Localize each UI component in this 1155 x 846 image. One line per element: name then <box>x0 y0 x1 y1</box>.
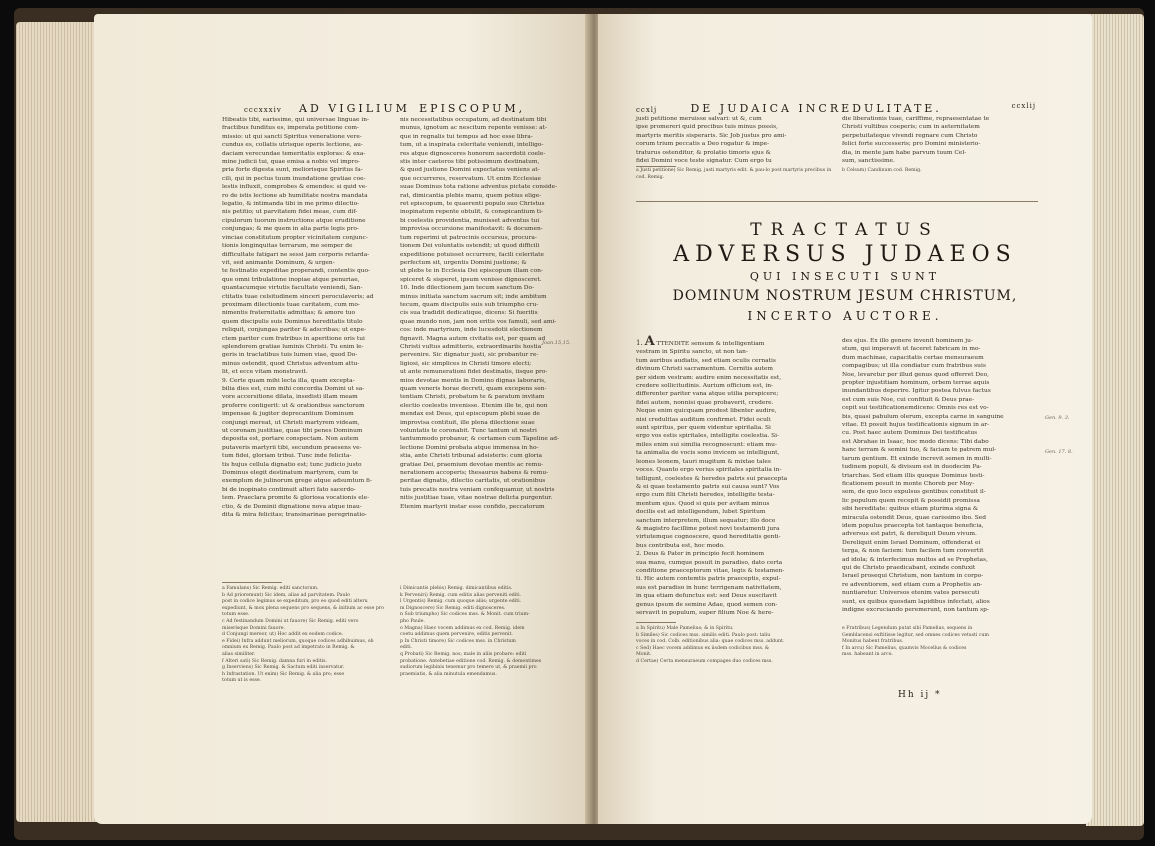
footnote-line: praemiatis, & alia minutula emendamus. <box>400 671 497 677</box>
text-line: ctio, & de Dominii dignatione nova atque inau- <box>222 503 362 510</box>
footnote-line: i Dimicantis plebis) Remig. dimicantibus editis. <box>400 586 513 591</box>
footnote-line: e Fratribus) Legendum putat sibi Pamelius, sequens in <box>842 626 973 631</box>
text-line: quem discipulis suis Dominus hereditatis titulo <box>222 318 363 325</box>
text-line: te festinatio expeditae properandi, contentis quo- <box>222 268 371 275</box>
text-line: re adventiorem, sed etiam cum a Prophetis an- <box>842 581 983 588</box>
text-line: nis necessitatibus occupatum, ad destinatum tibi <box>400 117 547 123</box>
text-line: electio coelestis invenisse. Etenim ille te, qui non <box>400 402 548 409</box>
text-line: ficationem posuit in monte Choreb per Moy- <box>842 480 975 487</box>
text-line: cundus es, collatis utrisque operis lectione, au- <box>222 142 363 149</box>
text-line: & quod justione Domini expectatus veniens at- <box>400 167 540 174</box>
text-line: deposita est, portare conspectam. Non autem <box>222 436 359 443</box>
right-body-fn-rule <box>636 622 676 623</box>
text-line: conditione praeceptorum vitae, legis & testamen- <box>636 567 785 574</box>
text-line: 10. Inde dilectionem jam tecum sanctum Do- <box>400 285 535 292</box>
text-line: tuis precatis nostra veniam confequamur, ut nostris <box>400 486 555 493</box>
text-line: bus contributa est, hoc modo. <box>636 542 725 549</box>
text-line: miracula ostendit Deus, quae carissimo ibo. Sed <box>842 514 987 521</box>
text-line: munus, ignotum ac nescitum repente venisse: at- <box>400 125 547 132</box>
footnote-line: editi. <box>400 645 413 651</box>
text-line: tudinem populi, & divisum est in duodecim Pa- <box>842 464 982 471</box>
text-line: sus est paradiso in hunc terrigenam nativitatem, <box>636 584 782 591</box>
text-line: nerationem accoperis; thesaurus habens & remu- <box>400 470 549 477</box>
left-column-1 <box>222 116 390 520</box>
text-line: que omni tribulatione inopiae atque penuriae, <box>222 276 360 283</box>
text-line: rat, dimicantia plebis manu, quem potius elige- <box>400 192 542 199</box>
text-line: martyris meritis sisperaris. Sic Job justus pro ami- <box>636 132 787 139</box>
text-line: tem. Praeclara promite & gloriosa vocationis ele- <box>222 495 370 502</box>
text-line: conjungas; & me quem in alia parte legis pro- <box>222 226 359 233</box>
right-page-number: ccxlij <box>1011 102 1036 110</box>
text-line: servavit in populum, super filium Noe & here- <box>636 610 774 616</box>
margin-ref-joan: Joan.15,15. <box>542 340 571 346</box>
text-line: des ejus. Ex illo genere invenit hominem ju- <box>842 338 973 344</box>
text-line: spiceret & sisperet, ipsum venisse dignosceret. <box>400 276 542 283</box>
right-page <box>598 14 1092 824</box>
text-line: mine judicii tui, quae emisa a nobis vel impro- <box>222 159 360 166</box>
text-line: virtutemque cognoscere, quod hereditatis genti- <box>636 534 781 541</box>
right-top-footnote-2: b Celsum) Candinum cod. Remig. <box>842 168 922 173</box>
text-line: divinum Christi sacramentum. Cernitis autem <box>636 366 773 373</box>
footnote-line: a Famulans) Sic Remig. editi sanctorum. <box>222 586 319 591</box>
text-line: cepit sui testificationemdicens: Omnis res est vo- <box>842 405 989 412</box>
text-line: fractibus funditus es, imperata petitione com- <box>222 125 359 132</box>
text-line: lit, et ecce vitam monstravit. <box>222 369 308 376</box>
text-line: leones leonem, tauri mugitum & mixtae tales <box>636 458 771 465</box>
text-line: ctem pariter cum fratribus in aperitione oris tui <box>222 335 365 342</box>
left-page-edges <box>16 22 106 822</box>
text-line: pervenire. Sic dignatur justi, sic probantur re- <box>400 352 539 359</box>
left-head-title-a: AD VIGILIUM <box>299 102 410 115</box>
left-footnote-rule <box>222 582 282 583</box>
footnote-line: voces in cod. Colb. editionibus alia: quae codices mss. addunt. <box>636 639 785 645</box>
margin-ref-gen-17: Gen. 17. 8. <box>1045 449 1073 455</box>
text-line: sua manu, cumque posuit in paradiso, dato certa <box>636 559 783 566</box>
text-line: Dereliquit enim Israel Dominum, offenderat ei <box>842 539 981 546</box>
text-line: ut ante remunerationi fidei destinatis, iisque pro- <box>400 369 548 376</box>
text-line: lectione Domini probata atque immensa in ho- <box>400 444 539 451</box>
text-line: justi petitione meruisse salvari: ut &, cum <box>636 116 762 122</box>
text-line: dia, in mente jam habe parvum tuum Cel- <box>842 149 967 156</box>
footnote-line: totum ut is esse. <box>222 678 262 684</box>
text-line: geris in tractatibus tuis lumen viae, quod Do- <box>222 352 358 359</box>
text-line: genus ipsum de semine Adae, quod semen con- <box>636 601 778 608</box>
left-head-title-b: EPISCOPUM, <box>419 102 526 115</box>
text-line: ad idola; & interfecimus multos ad se Prophetas, <box>842 556 988 563</box>
text-line: vit, sed animante Dominum, & urgen- <box>222 259 335 266</box>
footnote-line: miserisque Domini fauore. <box>222 625 285 631</box>
text-line: TTENDITE sensum & intelligentiam <box>656 341 765 347</box>
text-line: idem populus praecepta tot tantaque beneficia, <box>842 522 984 529</box>
footnote-line: k Perveniri) Remig. cum editis alias perveniti editi. <box>400 592 522 598</box>
text-line: indigne excruciando peremerunt, non tantum sp- <box>842 607 989 613</box>
text-line: nitis justitiae tuae, vitae nostrae delicta purgentur. <box>400 495 553 502</box>
footnote-line: q Probati) Sic Remig. nos; male in aliis probare: editi <box>400 651 527 657</box>
text-line: sunt, ex quibus quosdam lapidibus infectati, alios <box>842 598 990 605</box>
text-line: propter injustitiam hominum, orbem terrae aquis <box>842 380 990 387</box>
text-line: gratiae Dei, praemium devotae mentis ac remu- <box>400 461 544 468</box>
footnote-line: n Sub triumpho) Sic codices mss. & Monit. cum trium- <box>400 612 530 618</box>
text-line: dum machinae, capacitatis certae mensuraeum <box>842 354 984 361</box>
footnote-line: expediunt, & mox plena sequens pro sequens, & initium ac esse pro <box>222 605 384 611</box>
text-line: stum, qui imperavit ut faceret fabricam in mo- <box>842 346 981 353</box>
text-line: cipulorum tuorum instructione atque eruditione <box>222 217 366 224</box>
text-line: impensae & jugiter deprecantium Dominum <box>222 411 354 418</box>
footnote-line: o Magna) Haec vocem addimus ex cod. Remig. idem <box>400 625 525 631</box>
text-line: ret episcopum, te quaerenti populo suo Christus <box>400 201 545 208</box>
text-line: est Abrahae in Isaac, hoc modo dicens: Tibi dabo <box>842 438 989 445</box>
footnote-line: probatione. Antebetiae editione cod. Remig. & dementimes <box>400 658 542 664</box>
text-line: 2. Deus & Pater in principio fecit hominem <box>636 551 765 558</box>
text-line: que in regnalis tui tempus ad hoc esse libra- <box>400 133 533 140</box>
text-line: hanc terram & semini tuo, & faciam te patrem mul- <box>842 447 997 454</box>
footnote-line: d Conjungi mereor, ut) Hoc addit ex eodem codice. <box>222 632 344 638</box>
text-line: difficultate fatigari ne sessi jam corporis retarda- <box>222 251 370 258</box>
text-line: vinciae constitutum propter vicinitatem conjunc- <box>222 234 368 241</box>
footnote-line: omnium ex Remig. Paulo post ad impetrato in Remig. & <box>222 645 355 651</box>
footnote-line: mss. habeant in arcu. <box>842 652 894 658</box>
text-line: splendorem gratiae luminis Christi. Tu enim le- <box>222 343 364 350</box>
text-line: improvisa contituit, ille plena dilectione suae <box>400 419 535 426</box>
text-line: Christi vultibus coeperis; cum in aeternitatem <box>842 124 980 131</box>
text-line: nis petitio; ut parvitatem fidei meae, cum dif- <box>222 209 358 216</box>
footnote-line: e Fidei) Infra addunt meliorum, quoque codices adhibuimus, ob <box>222 638 374 644</box>
text-line: felici forte successeris; pro Domini ministerio- <box>842 141 981 148</box>
text-line: legatio, & intimanda tibi in me primo dilectio- <box>222 201 360 208</box>
text-line: lestis influxit, comprobes & emendes: si quid ve- <box>222 184 368 191</box>
text-line: credere sollicitudinis. Aurium officium est, in- <box>636 383 774 390</box>
text-line: ctitatis tuae celsitudinem sinceri peroculaveris; ad <box>222 293 374 300</box>
text-line: ergo vos estis spiritales, intelligite coelestia. Si- <box>636 433 780 440</box>
right-top-fn-rule <box>636 166 676 167</box>
text-line: stis inter caeteros tibi potissimum destinatum, <box>400 159 540 166</box>
text-line: bi coelestis providentia, munisset adventus tui <box>400 217 540 224</box>
text-line: fignavit. Magna autem civitatis est, per quam ad <box>400 335 546 342</box>
text-line: corum trium peccatis a Deo rogatur & impe- <box>636 141 770 148</box>
text-line: mendax est Deus, qui episcopum plebi suae de <box>400 411 540 418</box>
text-line: tum, ut a inspirata celeritate veniendi, intelligo- <box>400 142 544 149</box>
text-line: mios devotae mentis in Domino dignas laboraris, <box>400 377 547 384</box>
right-top-footnote-1: a Justi petitione) Sic Remig. justi martyris edit. & pau-lo post martyris precibus in cod. Remig. <box>636 168 832 180</box>
text-line: sanctum interpretem, illum sequatur; illo doce <box>636 517 776 524</box>
title-line-auctore: INCERTO AUCTORE. <box>747 309 943 323</box>
footnote-line: sudiorum legibinis tenemur pro temere ut, & praemii pro <box>400 665 537 671</box>
text-line: tum reperimi ut patrocinis occursus, procura- <box>400 234 537 241</box>
text-line: expeditione potuisset occurrere, facili celeritate <box>400 251 545 258</box>
text-line: vestram in Spiritu sancto, ut non tan- <box>636 349 748 356</box>
text-line: stia, ante Christi tribunal adsisteris: cum gloria <box>400 453 543 460</box>
text-line: & magistro facillime potest novi testamenti jura <box>636 525 780 532</box>
text-line: ligiosi, sic simplices in Christi timore electi; <box>400 360 532 367</box>
text-line: nimentis fraternitatis admittas; & amore tuo <box>222 310 356 317</box>
right-body-footnotes-1 <box>636 626 832 666</box>
text-line: per sidem vestram: audire enim necessitatis est, <box>636 374 782 381</box>
footnote-line: coetu addimus quem pervenire, editis pervenit. <box>400 632 513 638</box>
text-line: missio: ut qui sancti Spiritus veneratione vere- <box>222 133 362 140</box>
text-line: dita & mira felicitas; transinarinae peregrinatio- <box>222 512 367 519</box>
footnote-line: f Alteri sati) Sic Remig. damna furi in editis. <box>222 658 328 664</box>
footnote-line: pho Paule. <box>400 618 425 624</box>
text-line: perfectum sit, urgentis Domini justione; & <box>400 259 527 266</box>
text-line: die liberationis tuae, cariffime, repraesentatae te <box>842 116 990 122</box>
footnote-line: Monit. <box>636 652 652 658</box>
right-running-head <box>636 102 1036 115</box>
text-line: bis, quasi pabulum olerum, excepta carne in sanguine <box>842 413 1004 420</box>
drop-cap: A <box>644 334 655 349</box>
signature-mark: Hh ij * <box>898 690 942 700</box>
footnote-line: m Dignoscere) Sic Remig. editi dignosceres. <box>400 605 506 611</box>
footnote-line: b Ad prioremunt) Sic idem, alias ad parvitatem. Paulo <box>222 592 350 598</box>
footnote-line: l Urgentis) Remig. cum quoque aliis; urgente editi. <box>400 599 522 605</box>
text-line: compagibus; ut illa condiatur cum fratribus suis <box>842 363 986 370</box>
text-line: sum, sanctissime. <box>842 158 895 165</box>
text-line: ergo cum filii Christi heredes, intelligite testa- <box>636 492 775 499</box>
title-line-tractatus: TRACTATUS <box>750 220 940 240</box>
footnote-line: c Ad festinandum Domini ut fauore) Sic Remig. editi vero <box>222 618 359 624</box>
text-line: tum auribus audiatis, sed etiam oculis cernatis <box>636 357 776 364</box>
text-line: reliquit, conjungas pariter & adscribas; ut expe- <box>222 327 367 334</box>
right-page-edges <box>1086 14 1144 826</box>
text-line: qui de Christo praedicabant, exinde confuxit <box>842 564 976 571</box>
text-line: quam veneris horae decreti, quam excepens sen- <box>400 386 547 392</box>
text-line: res atque dignosceres honorem sacerdotii coele- <box>400 150 546 157</box>
footnote-line: g Inserviens) Sic Remig. & Sactum editi inservatur. <box>222 665 345 671</box>
text-line: Neque enim quicquam prodest libenter audire, <box>636 408 777 415</box>
footnote-line: h Infrastation. Ut enim) Sic Remig. & alia pro; esse <box>222 671 345 677</box>
text-line: differenter pariter vana atque utilia perspicere; <box>636 391 779 398</box>
title-line-qui: QUI INSECUTI SUNT <box>749 270 941 283</box>
text-line: Israel prosequi Christum, non tantum in corpo- <box>842 573 984 580</box>
text-line: mentum ejus. Quod si quis per avitam minus <box>636 500 770 507</box>
footnote-line: p In Christi timore) Sic codices mss. in Christum <box>400 638 516 644</box>
title-rule <box>636 201 1038 202</box>
text-line: Christi vultus admitteris, extraordinariis hostia <box>400 343 542 350</box>
text-line: vitae. Et posuit hujus testificationis signum in ar- <box>842 422 990 429</box>
footnote-line: a In Spiritu) Male Pamelius; & in Spiritu. <box>636 626 734 631</box>
text-line: ti. Hic autem contemtis patris praeceptis, expul- <box>636 576 781 583</box>
right-head-title: DE JUDAICA INCREDULITATE. <box>690 102 942 115</box>
text-line: proferre contigerit: ut & orationibus sanctorum <box>222 402 365 409</box>
text-line: tantummodo probanur, & certamen cum Tapeline ad- <box>400 436 559 443</box>
text-line: ipse promereri quid precibus tuis minus possis, <box>636 124 778 131</box>
text-line: Hibeatis tibi, earissime, qui universae linguae in- <box>222 117 370 123</box>
text-line: quantacumque virtutis facultate veniendi, San- <box>222 285 363 292</box>
text-line: minus initiata sanctum sacrum sit; inde ambitum <box>400 293 547 300</box>
text-line: fidei autem, nonnisi quae probaverit, credere. <box>636 399 774 406</box>
text-line: conjungi mereat, ut Christi martyrem videam, <box>222 419 360 426</box>
text-line: daciam verecundae temeritatis exploras: & exa- <box>222 150 366 157</box>
footnote-line: c Sed) Haec vocem addimus ex iisdem codicibus mss. & <box>636 645 770 651</box>
text-line: Noe, levaretur per illud genus quod offerret Deo, <box>842 371 990 378</box>
footnote-line: b Similes) Sic codices mss. similis editi. Paulo post: taliu <box>636 632 771 638</box>
left-page <box>94 14 590 824</box>
footnote-line: totum esse. <box>222 612 250 618</box>
text-line: tentiam Christi, probatum te & paratum invitam <box>400 394 545 401</box>
text-line: ut coronam justitiae, quae tibi penes Dominum <box>222 428 363 435</box>
text-line: nisi credulitas auditum confirmet. Fidei oculi <box>636 416 771 423</box>
left-footnotes-1 <box>222 586 390 685</box>
right-body-column-2 <box>842 337 1038 614</box>
text-line: tarum gentium. Et exinde increvit semen in multi- <box>842 455 992 462</box>
text-line: & ei quae testamento patris sui causa sunt? Vos <box>636 483 780 490</box>
text-line: terga, & non faciem: tum facilem tum convertit <box>842 548 984 555</box>
right-top-column-2 <box>842 115 1038 165</box>
text-line: vore accersitione dilata, insedisti illam meam <box>222 394 358 401</box>
text-line: tum fidei, gloriam tribui. Tunc inde felicita- <box>222 453 352 460</box>
text-line: nuntiaretur. Universos etenim vates persecuti <box>842 590 980 597</box>
text-line: triarchas. Sed etiam illis quoque Dominus testi- <box>842 472 985 479</box>
footnote-line: Gemblacensi exftitisse legitur, sed omnes codices vetusti cum <box>842 632 990 638</box>
text-line: tionis longinquitas terrarum, me semper de <box>222 243 353 250</box>
text-line: quae mundo non, jam non eritis vos famuli, sed ami- <box>400 318 557 325</box>
right-body-column-1 <box>636 334 832 617</box>
footnote-line: Monitus habent fratribus. <box>842 639 904 645</box>
text-line: bi de inopinato contimuit alteri fato sacerdo- <box>222 486 356 493</box>
right-head-mark-left: ccxlj <box>636 106 658 114</box>
text-line: sibi hereditate: quibus etiam plurima signa & <box>842 506 979 513</box>
section-number: 1. <box>636 339 643 347</box>
treatise-title-block <box>598 214 1092 334</box>
title-line-adversus: ADVERSUS JUDAEOS <box>673 242 1017 267</box>
text-line: inundantibus deperire. Igitur postea fulvus factus <box>842 388 991 395</box>
text-line: proximam dilectionis tuae caritatem, cum mo- <box>222 301 360 308</box>
text-line: adversus est patri, & dereliquit Deum vivum. <box>842 531 977 538</box>
text-line: que occurreres, reservatum. Ut enim Ecclesiae <box>400 175 542 182</box>
text-line: fidei Domini voce teste signatur. Cum ergo tu <box>636 158 772 165</box>
footnote-line: f In arcu) Sic Pamelius, quamvis Mocellus & codices <box>842 645 967 651</box>
text-line: 9. Certe quam mihi lecta illa, quam excepta- <box>222 377 355 384</box>
text-line: cu. Post haec autem Dominus Dei testificatus <box>842 430 978 437</box>
left-column-2 <box>400 116 564 511</box>
text-line: miles enim sui similia recognoscunt: etiam mu- <box>636 441 777 448</box>
text-line: telligunt, coelestes & heredes patris sui praecepta <box>636 475 788 482</box>
text-line: bilia dies est, cum mihi concordia Domini ut sa- <box>222 386 365 392</box>
text-line: lic populum quem recepit & possidit promissa <box>842 497 980 504</box>
text-line: in qua etiam defunctus est: sed Deus suscitavit <box>636 593 777 600</box>
text-line: cis sua tradidit dedicatique, dicens: Si fueritis <box>400 310 538 317</box>
left-page-number: cccxxxiv <box>244 106 282 114</box>
footnote-line: alias similiter. <box>222 651 256 657</box>
left-running-head <box>244 102 590 115</box>
text-line: Etenim martyrii instar esse confido, peccatorum <box>400 503 545 510</box>
text-line: tecum, quam discipulis suis sub triumpho cru- <box>400 301 539 308</box>
footnote-line: post in codice legimus se expeditum, pro eo quod editi alteru <box>222 599 368 605</box>
text-line: inopinatum repente obtulit, & conspicantium ti- <box>400 209 544 216</box>
text-line: putaveris martyrii tibi, secundum praesens ve- <box>222 444 362 451</box>
right-body-footnotes-2 <box>842 626 1038 659</box>
text-line: cos: inde martyrium, inde lucesdotii electionem <box>400 327 543 334</box>
footnote-line: d Certae) Certa mensuraeum compages duo codices mss. <box>636 658 773 664</box>
text-line: est cum suis Noe, cui confituit & Deus prae- <box>842 396 975 403</box>
text-line: pria forte digesta sunt, meliorisque Spiritus fa- <box>222 167 363 174</box>
text-line: improvisa occursione manifestavit: & documen- <box>400 226 543 233</box>
text-line: minus ostendit, quod Christus adventum attu- <box>222 360 360 367</box>
text-line: sem, de quo loco expulsus gentibus constituit il- <box>842 489 986 496</box>
text-line: perpetuitateque vivendi regnare cum Christo <box>842 132 978 139</box>
text-line: ta animalia de vocis sono invicem se intelligunt, <box>636 450 780 457</box>
text-line: Dominus elegit destinatum martyrem, cum te <box>222 470 359 477</box>
text-line: exemplum de julinorum grege atque adsumtum fi- <box>222 478 372 485</box>
text-line: voces. Quanto ergo verius spiritales spiritalia in- <box>636 467 782 474</box>
text-line: tis hujus cellula dignatio est; tunc judicio justo <box>222 461 362 468</box>
text-line: sunt spiritus, per quem videntur spiritalia. Si <box>636 425 771 432</box>
text-line: voluntatis te coronabit. Tunc tantum ut nostri <box>400 428 537 435</box>
text-line: ut plebs te in Ecclesia Dei episcopum illam con- <box>400 268 543 275</box>
text-line: tionem Dei voluntatis ostendit; ut quod difficili <box>400 243 540 250</box>
text-line: suae Dominus tota ratione adventus pictate conside- <box>400 184 558 191</box>
text-line: traturus ostenditur, & prolatio timoris ejus & <box>636 149 771 156</box>
left-footnotes-2 <box>400 586 564 678</box>
margin-ref-gen-9: Gen. 9. 3. <box>1045 415 1070 421</box>
title-line-dominum: DOMINUM NOSTRUM JESUM CHRISTUM, <box>672 288 1018 304</box>
text-line: cili, qui in pectus tuum inundatione gratiae coe- <box>222 175 366 182</box>
right-top-column-1 <box>636 115 832 165</box>
text-line: docilis est ad intelligendum, lubet Spiritum <box>636 509 766 516</box>
text-line: ro de istis lectione ab humilitate nostra mandata <box>222 192 368 199</box>
text-line: peritae dignatis, dilectio caritatis, ut orationibus <box>400 478 546 485</box>
